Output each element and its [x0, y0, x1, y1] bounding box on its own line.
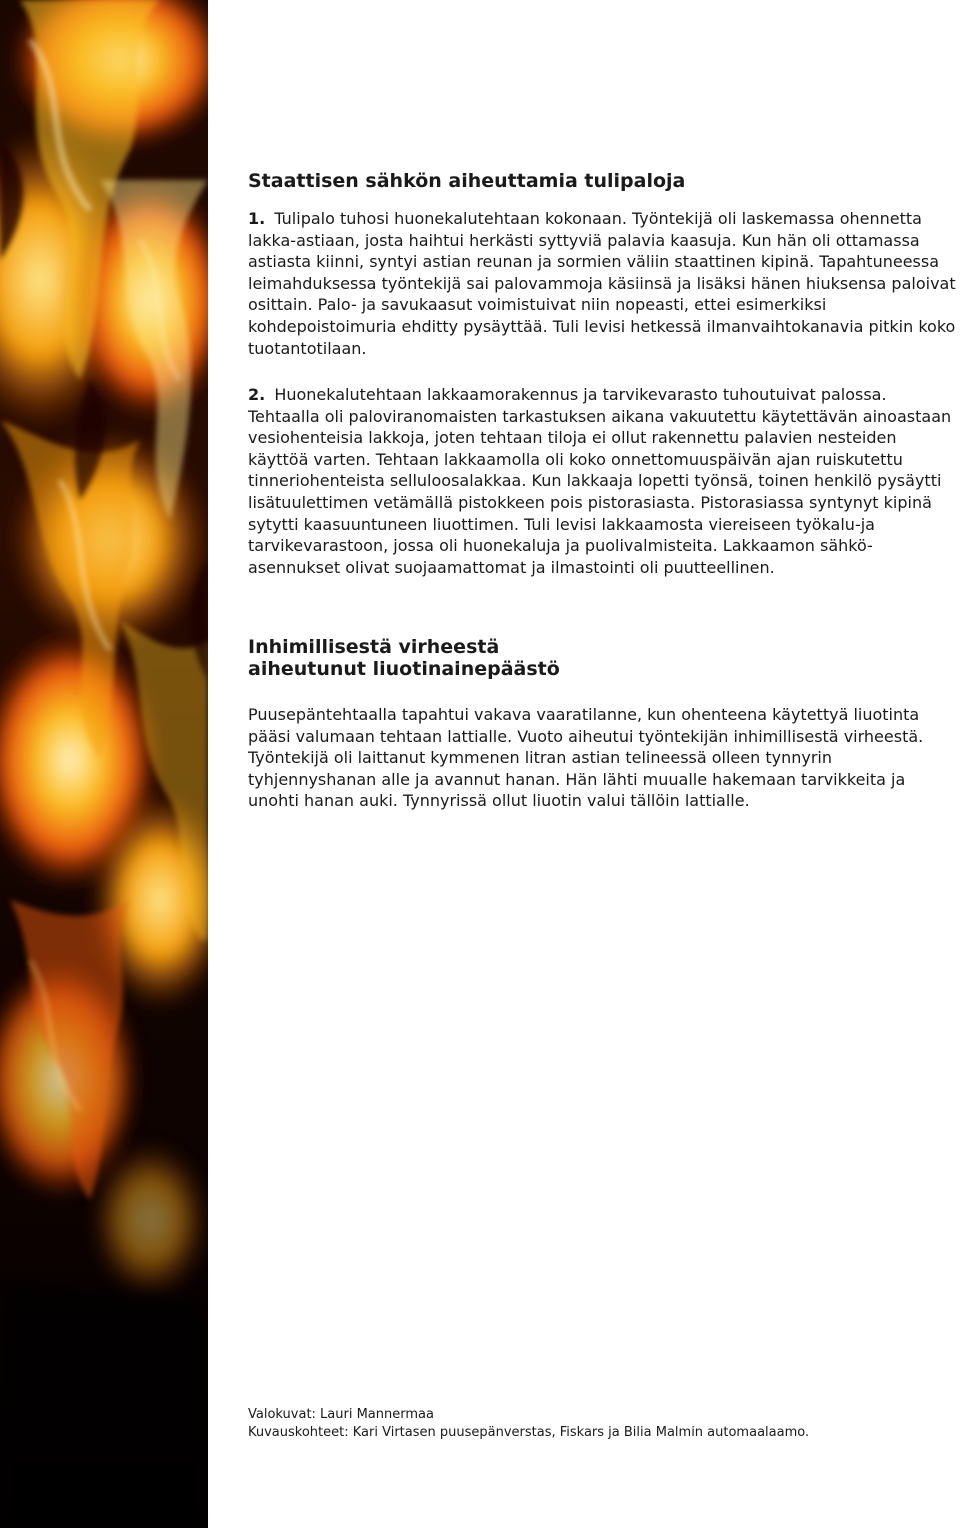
incident-number: 2.: [248, 385, 266, 404]
section-title-static: Staattisen sähkön aiheuttamia tulipaloja: [248, 170, 686, 192]
incident-text: Huonekalutehtaan lakkaamorakennus ja tarvikevarasto tuhoutuivat palossa. Tehtaalla oli paloviranomaisten tarkastuksen aikana vakuutettu käytettävän ainoastaan vesiohenteisia lakkoja, joten tehtaan tiloja ei ollut rakennettu palavien nesteiden käyttöä varten. Tehtaan lakkaamolla oli koko onnettomuuspäivän ajan ruiskutettu tinneriohenteista selluloosalakkaa. Kun lakkaaja lopetti työnsä, toinen henkilö pysäytti lisätuulettimen vetämällä pistokkeen pois pistorasiasta. Pistorasiassa syntynyt kipinä sytytti kaasuuntuneen liuottimen. Tuli levisi lakkaamosta viereiseen työkalu-ja tarvikevarastoon, jossa oli huonekaluja ja puolivalmisteita. Lakkaamon sähkö-asennukset olivat suojaamattomat ja ilmastointi oli puutteellinen.: [248, 385, 952, 577]
incident-2: [248, 384, 956, 578]
incident-1: [248, 208, 956, 359]
section-title-human-line2: aiheutunut liuotinainepäästö: [248, 658, 560, 680]
human-error-text: Puusepäntehtaalla tapahtui vakava vaaratilanne, kun ohenteena käytettyä liuotinta pääsi valumaan tehtaan lattialle. Vuoto aiheutui työntekijän inhimillisestä virheestä. Työntekijä oli laittanut kymmenen litran astian telineessä olleen tynnyrin tyhjennyshanan alle ja avannut hanan. Hän lähti muualle hakemaan tarvikkeita ja unohti hanan auki. Tynnyrissä ollut liuotin valui tällöin lattialle.: [248, 705, 924, 811]
incident-number: 1.: [248, 209, 266, 228]
flame-photo: [0, 0, 208, 1528]
location-credit: Kuvauskohteet: Kari Virtasen puusepänverstas, Fiskars ja Bilia Malmin automaalaamo.: [248, 1425, 810, 1440]
section-title-human-line1: Inhimillisestä virheestä: [248, 636, 500, 658]
photo-credit: Valokuvat: Lauri Mannermaa: [248, 1407, 434, 1422]
incident-text: Tulipalo tuhosi huonekalutehtaan kokonaan. Työntekijä oli laskemassa ohennetta lakka-astiaan, josta haihtui herkästi syttyviä palavia kaasuja. Kun hän oli ottamassa astiasta kiinni, syntyi astian reunan ja sormien väliin staattinen kipinä. Tapahtuneessa leimahduksessa työntekijä sai palovammoja käsiinsä ja lisäksi hänen hiuksensa paloivat osittain. Palo- ja savukaasut voimistuivat niin nopeasti, ettei esimerkiksi kohdepoistoimuria ehditty pysäyttää. Tuli levisi hetkessä ilmanvaihtokanavia pitkin koko tuotantotilaan.: [248, 209, 956, 358]
flame-illustration: [0, 0, 208, 1528]
